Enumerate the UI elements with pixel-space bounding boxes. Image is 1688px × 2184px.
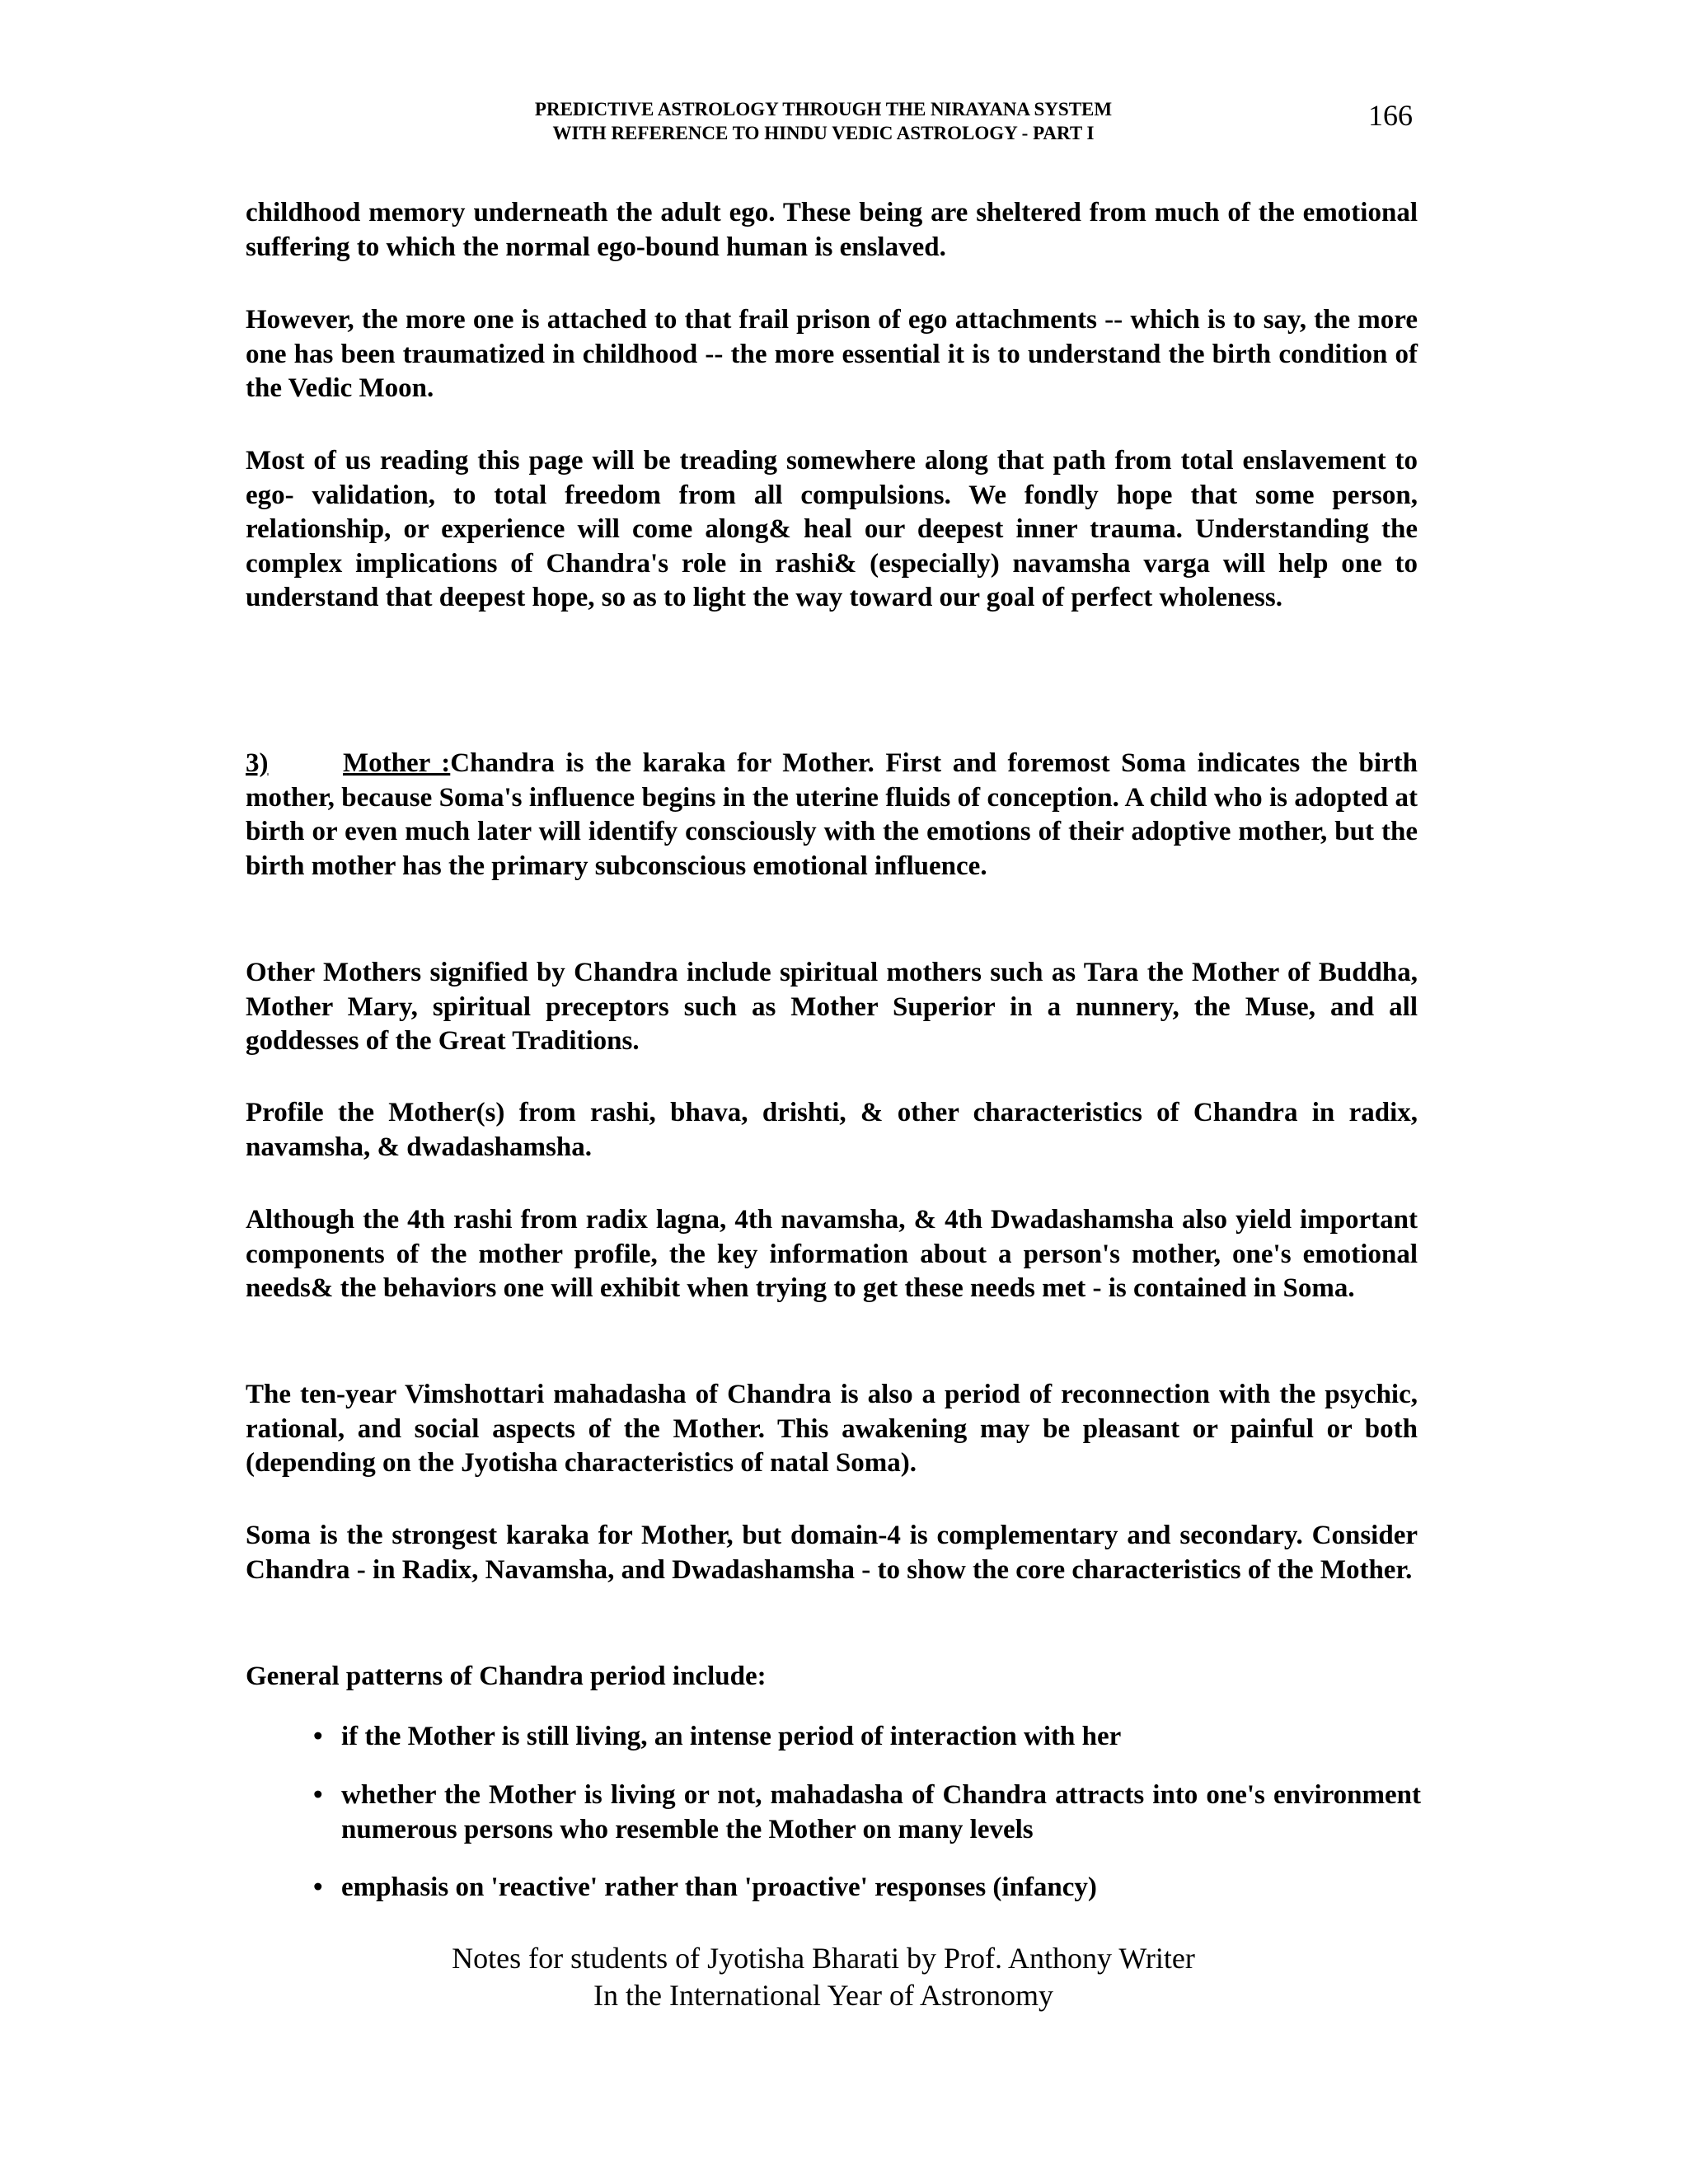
section-mother-paragraph bbox=[246, 747, 1418, 883]
running-header bbox=[330, 97, 1317, 145]
list-item-text: whether the Mother is living or not, mahadasha of Chandra attracts into one's environment numerous persons who resemble the Mother on many levels bbox=[341, 1780, 1421, 1844]
paragraph-ego-attachments: However, the more one is attached to that frail prison of ego attachments -- which is to say, the more one has been traumatized in childhood -- the more essential it is to understand the birth condition of the Vedic Moon. bbox=[246, 305, 1418, 403]
paragraph-4th-rashi: Although the 4th rashi from radix lagna, 4th navamsha, & 4th Dwadashamsha also yield important components of the mother profile, the key information about a person's mother, one's emotional needs& the behaviors one will exhibit when trying to get these needs met - is contained in Soma. bbox=[246, 1205, 1418, 1303]
paragraph-path-to-freedom: Most of us reading this page will be treading somewhere along that path from total enslavement to ego- validation, to total freedom from all compulsions. We fondly hope that some person, relationship, or experience will come along& heal our deepest inner trauma. Understanding the complex implications of Chandra's role in rashi& (especially) navamsha varga will help one to understand that deepest hope, so as to light the way toward our goal of perfect wholeness. bbox=[246, 446, 1418, 612]
list-item bbox=[313, 1720, 1421, 1755]
paragraph-childhood-memory: childhood memory underneath the adult ego. These being are sheltered from much of the emotional suffering to which the normal ego-bound human is enslaved. bbox=[246, 198, 1418, 262]
bullet-icon: • bbox=[313, 1722, 323, 1751]
footer-line-2: In the International Year of Astronomy bbox=[593, 1979, 1053, 2012]
paragraph-profile-mother: Profile the Mother(s) from rashi, bhava, drishti, & other characteristics of Chandra in radix, navamsha, & dwadashamsha. bbox=[246, 1098, 1418, 1162]
paragraph-other-mothers: Other Mothers signified by Chandra include spiritual mothers such as Tara the Mother of Buddha, Mother Mary, spiritual preceptors such as Mother Superior in a nunnery, the Muse, and all goddesses of the Great Traditions. bbox=[246, 958, 1418, 1056]
section-number: 3) bbox=[246, 748, 269, 778]
paragraph-vimshottari: The ten-year Vimshottari mahadasha of Chandra is also a period of reconnection with the psychic, rational, and social aspects of the Mother. This awakening may be pleasant or painful or both (depending on the Jyotisha characteristics of natal Soma). bbox=[246, 1380, 1418, 1478]
list-item-text: emphasis on 'reactive' rather than 'proactive' responses (infancy) bbox=[341, 1872, 1097, 1902]
page-number: 166 bbox=[1368, 99, 1413, 132]
list-item-text: if the Mother is still living, an intense period of interaction with her bbox=[341, 1722, 1122, 1751]
header-title-line-2: WITH REFERENCE TO HINDU VEDIC ASTROLOGY - PART I bbox=[552, 123, 1095, 143]
header-title-line-1: PREDICTIVE ASTROLOGY THROUGH THE NIRAYANA SYSTEM bbox=[534, 99, 1113, 120]
bullet-icon: • bbox=[313, 1780, 323, 1810]
list-item bbox=[313, 1779, 1421, 1847]
paragraph-soma-karaka: Soma is the strongest karaka for Mother, but domain-4 is complementary and secondary. Consider Chandra - in Radix, Navamsha, and Dwadashamsha - to show the core characteristics of the Mother. bbox=[246, 1521, 1418, 1585]
page-footer bbox=[330, 1940, 1317, 2014]
bullet-icon: • bbox=[313, 1872, 323, 1902]
section-title: Mother : bbox=[343, 748, 451, 778]
footer-line-1: Notes for students of Jyotisha Bharati by Prof. Anthony Writer bbox=[452, 1942, 1195, 1975]
paragraph-general-patterns: General patterns of Chandra period include: bbox=[246, 1661, 767, 1691]
list-item bbox=[313, 1871, 1421, 1905]
section-mother-text: Chandra is the karaka for Mother. First and foremost Soma indicates the birth mother, because Soma's influence begins in the uterine fluids of conception. A child who is adopted at birth or even much later will identify consciously with the emotions of their adoptive mother, but the birth mother has the primary subconscious emotional influence. bbox=[246, 748, 1418, 881]
